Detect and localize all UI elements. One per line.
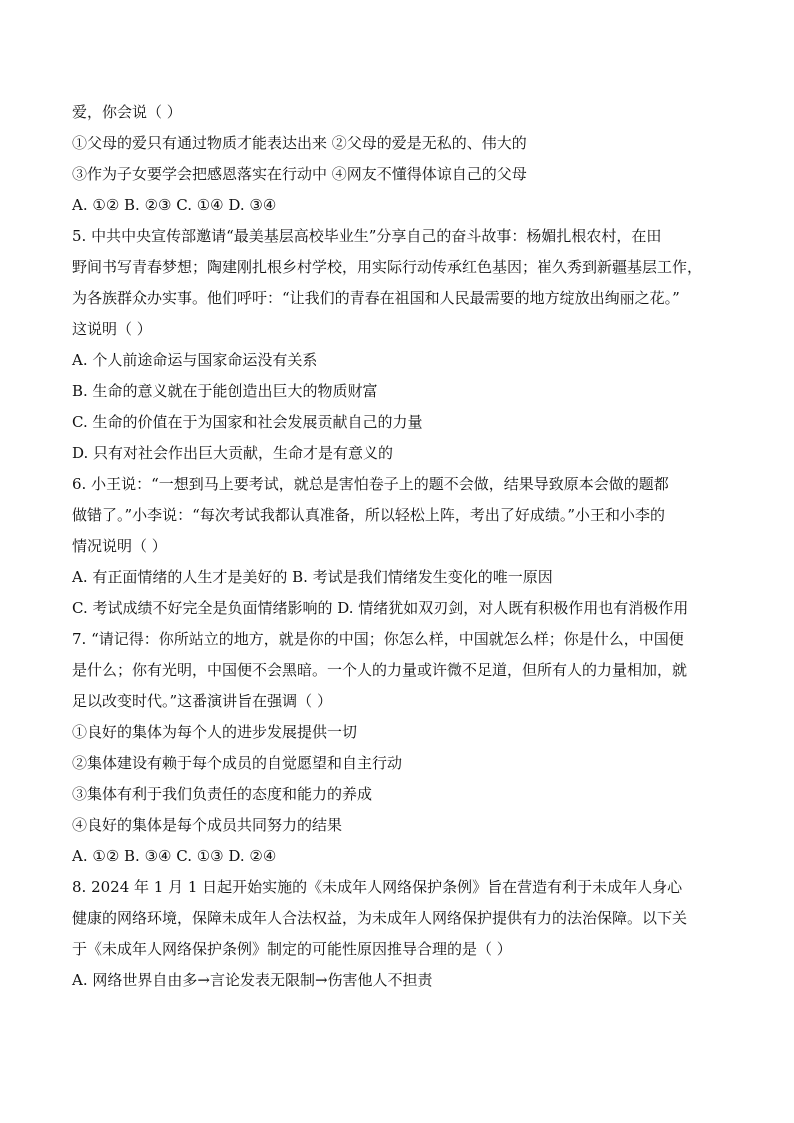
q4-statements-3-4: ③作为子女要学会把感恩落实在行动中 ④网友不懂得体谅自己的父母 bbox=[72, 165, 527, 183]
q4-stem-continuation: 爱，你会说（ ） bbox=[72, 103, 182, 121]
q7-statement-2: ②集体建设有赖于每个成员的自觉愿望和自主行动 bbox=[72, 754, 403, 772]
q5-option-c: C. 生命的价值在于为国家和社会发展贡献自己的力量 bbox=[72, 413, 423, 431]
q7-statement-1: ①良好的集体为每个人的进步发展提供一切 bbox=[72, 723, 358, 741]
q7-stem-line-3: 足以改变时代。”这番演讲旨在强调（ ） bbox=[72, 692, 332, 710]
q5-stem-line-1: 5. 中共中央宣传部邀请“最美基层高校毕业生”分享自己的奋斗故事：杨媚扎根农村，在田 bbox=[72, 227, 662, 245]
q5-stem-line-2: 野间书写青春梦想；陶建刚扎根乡村学校，用实际行动传承红色基因；崔久秀到新疆基层工作， bbox=[72, 258, 703, 276]
q8-stem-line-2: 健康的网络环境，保障未成年人合法权益，为未成年人网络保护提供有力的法治保障。以下关 bbox=[72, 909, 688, 927]
q5-stem-line-3: 为各族群众办实事。他们呼吁：“让我们的青春在祖国和人民最需要的地方绽放出绚丽之花。” bbox=[72, 289, 680, 307]
q8-stem-line-1: 8. 2024 年 1 月 1 日起开始实施的《未成年人网络保护条例》旨在营造有利于未成年人身心 bbox=[72, 878, 683, 896]
q4-options: A. ①② B. ②③ C. ①④ D. ③④ bbox=[72, 196, 277, 214]
q5-option-b: B. 生命的意义就在于能创造出巨大的物质财富 bbox=[72, 382, 378, 400]
q7-statement-3: ③集体有利于我们负责任的态度和能力的养成 bbox=[72, 785, 373, 803]
q6-options-a-b: A. 有正面情绪的人生才是美好的 B. 考试是我们情绪发生变化的唯一原因 bbox=[72, 568, 553, 586]
q6-options-c-d: C. 考试成绩不好完全是负面情绪影响的 D. 情绪犹如双刃剑，对人既有积极作用也有消极作用 bbox=[72, 599, 689, 617]
q7-statement-4: ④良好的集体是每个成员共同努力的结果 bbox=[72, 816, 343, 834]
q5-option-d: D. 只有对社会作出巨大贡献，生命才是有意义的 bbox=[72, 444, 394, 462]
q6-stem-line-1: 6. 小王说：“一想到马上要考试，就总是害怕卷子上的题不会做，结果导致原本会做的题都 bbox=[72, 475, 669, 493]
q7-stem-line-1: 7. “请记得：你所站立的地方，就是你的中国；你怎么样，中国就怎么样；你是什么，中国便 bbox=[72, 630, 684, 648]
exam-page bbox=[72, 97, 732, 996]
q5-stem-line-4: 这说明（ ） bbox=[72, 320, 152, 338]
q6-stem-line-3: 情况说明（ ） bbox=[72, 537, 167, 555]
q6-stem-line-2: 做错了。”小李说：“每次考试我都认真准备，所以轻松上阵，考出了好成绩。”小王和小李的 bbox=[72, 506, 666, 524]
q7-options: A. ①② B. ③④ C. ①③ D. ②④ bbox=[72, 847, 277, 865]
q7-stem-line-2: 是什么；你有光明，中国便不会黑暗。一个人的力量或许微不足道，但所有人的力量相加，就 bbox=[72, 661, 688, 679]
q5-option-a: A. 个人前途命运与国家命运没有关系 bbox=[72, 351, 318, 369]
q8-option-a: A. 网络世界自由多→言论发表无限制→伤害他人不担责 bbox=[72, 971, 433, 989]
q4-statements-1-2: ①父母的爱只有通过物质才能表达出来 ②父母的爱是无私的、伟大的 bbox=[72, 134, 527, 152]
q8-stem-line-3: 于《未成年人网络保护条例》制定的可能性原因推导合理的是（ ） bbox=[72, 940, 512, 958]
